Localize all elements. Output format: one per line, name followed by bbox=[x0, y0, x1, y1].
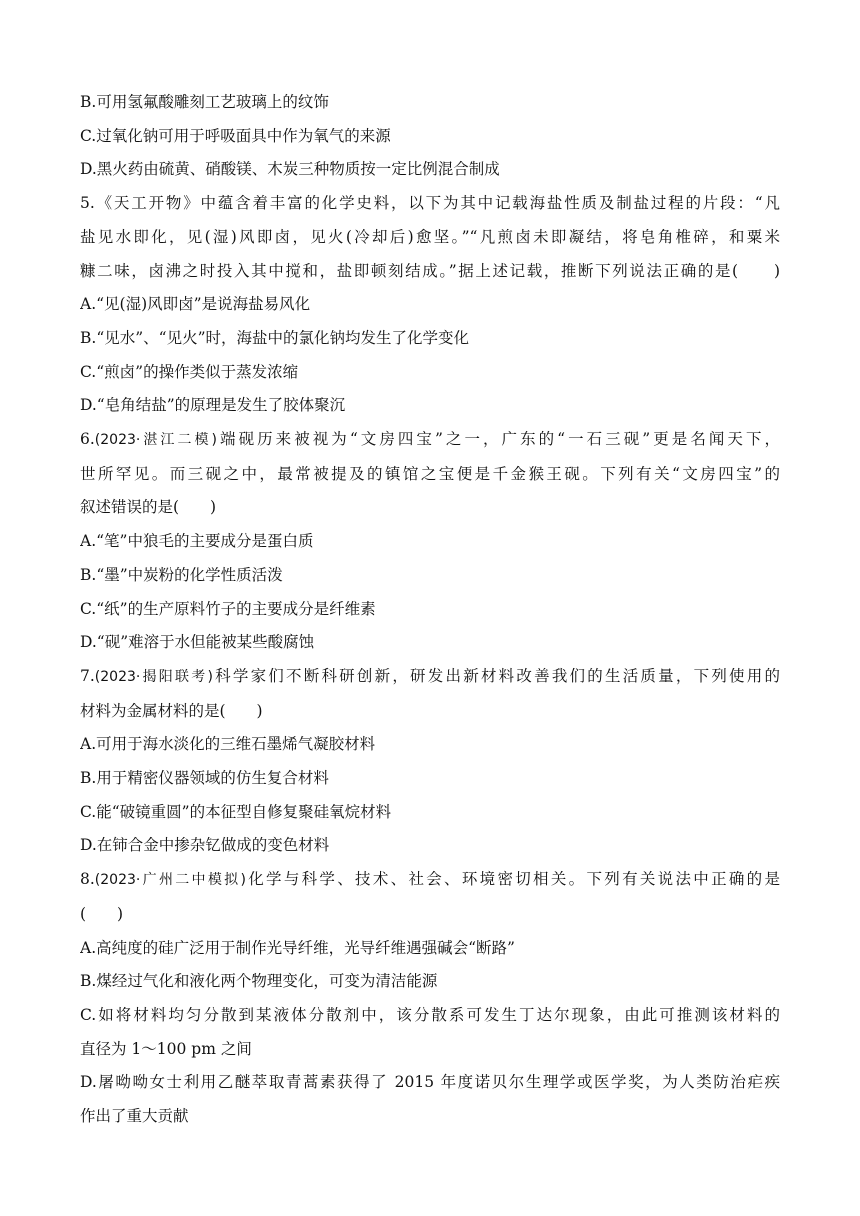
q6-option-b: B.“墨”中炭粉的化学性质活泼 bbox=[80, 565, 283, 584]
q6-stem-line-1 bbox=[80, 423, 780, 458]
q8-option-d-line-1: D.屠呦呦女士利用乙醚萃取青蒿素获得了 2015 年度诺贝尔生理学或医学奖，为人类防治疟疾 bbox=[80, 1073, 780, 1092]
q8-stem-line-1-text: 化学与科学、技术、社会、环境密切相关。下列有关说法中正确的是 bbox=[245, 870, 780, 889]
q5-stem-line-1: 5.《天工开物》中蕴含着丰富的化学史料，以下为其中记载海盐性质及制盐过程的片段：“凡 bbox=[80, 194, 780, 213]
q5-option-b: B.“见水”、“见火”时，海盐中的氯化钠均发生了化学变化 bbox=[80, 328, 470, 347]
q7-source: (2023·揭阳联考) bbox=[94, 668, 213, 685]
q8-option-b: B.煤经过气化和液化两个物理变化，可变为清洁能源 bbox=[80, 972, 438, 991]
q5-option-d: D.“皂角结盐”的原理是发生了胶体聚沉 bbox=[80, 396, 346, 415]
q7-number: 7. bbox=[80, 666, 95, 685]
q6-option-c: C.“纸”的生产原料竹子的主要成分是纤维素 bbox=[80, 599, 376, 618]
q4-option-d: D.黑火药由硫黄、硝酸镁、木炭三种物质按一定比例混合制成 bbox=[80, 160, 500, 179]
q4-option-b: B.可用氢氟酸雕刻工艺玻璃上的纹饰 bbox=[80, 93, 329, 111]
q6-source: (2023·湛江二模) bbox=[94, 432, 218, 449]
q6-number: 6. bbox=[80, 430, 95, 449]
q8-number: 8. bbox=[80, 870, 95, 889]
q8-stem-line-1 bbox=[80, 863, 780, 898]
q6-stem-line-3: 叙述错误的是( ) bbox=[80, 498, 217, 517]
q7-option-c: C.能“破镜重圆”的本征型自修复聚硅氧烷材料 bbox=[80, 802, 392, 821]
q7-option-b: B.用于精密仪器领域的仿生复合材料 bbox=[80, 769, 329, 788]
q8-option-c-line-1: C.如将材料均匀分散到某液体分散剂中，该分散系可发生丁达尔现象，由此可推测该材料的 bbox=[80, 1005, 780, 1024]
q7-stem-line-1-text: 科学家们不断科研创新，研发出新材料改善我们的生活质量，下列使用的 bbox=[212, 666, 780, 685]
q8-option-a: A.高纯度的硅广泛用于制作光导纤维，光导纤维遇强碱会“断路” bbox=[80, 938, 515, 957]
q5-stem-line-3: 糠二味，卤沸之时投入其中搅和，盐即顿刻结成。”据上述记载，推断下列说法正确的是( ) bbox=[80, 261, 780, 280]
q5-option-c: C.“煎卤”的操作类似于蒸发浓缩 bbox=[80, 362, 299, 381]
q7-option-d: D.在铈合金中掺杂钇做成的变色材料 bbox=[80, 836, 330, 855]
q8-option-c-line-2: 直径为 1～100 pm 之间 bbox=[80, 1039, 252, 1058]
q5-option-a: A.“见(湿)风即卤”是说海盐易风化 bbox=[80, 295, 311, 314]
q7-stem-line-1 bbox=[80, 660, 780, 695]
q8-option-d-line-2: 作出了重大贡献 bbox=[80, 1107, 189, 1126]
q7-stem-line-2: 材料为金属材料的是( ) bbox=[80, 701, 263, 720]
document-page bbox=[80, 86, 780, 1134]
q4-option-c: C.过氧化钠可用于呼吸面具中作为氧气的来源 bbox=[80, 126, 391, 145]
q6-option-a: A.“笔”中狼毛的主要成分是蛋白质 bbox=[80, 532, 314, 551]
q6-stem-line-2: 世所罕见。而三砚之中，最常被提及的镇馆之宝便是千金猴王砚。下列有关“文房四宝”的 bbox=[80, 464, 780, 483]
q5-stem-line-2: 盐见水即化，见(湿)风即卤，见火(冷却后)愈坚。”“凡煎卤未即凝结，将皂角椎碎，和粟米 bbox=[80, 227, 780, 246]
q6-option-d: D.“砚”难溶于水但能被某些酸腐蚀 bbox=[80, 633, 315, 652]
q8-source: (2023·广州二中模拟) bbox=[94, 872, 246, 889]
q7-option-a: A.可用于海水淡化的三维石墨烯气凝胶材料 bbox=[80, 735, 376, 754]
q6-stem-line-1-text: 端砚历来被视为“文房四宝”之一，广东的“一石三砚”更是名闻天下， bbox=[217, 430, 780, 449]
q8-stem-line-2: ( ) bbox=[80, 904, 124, 923]
